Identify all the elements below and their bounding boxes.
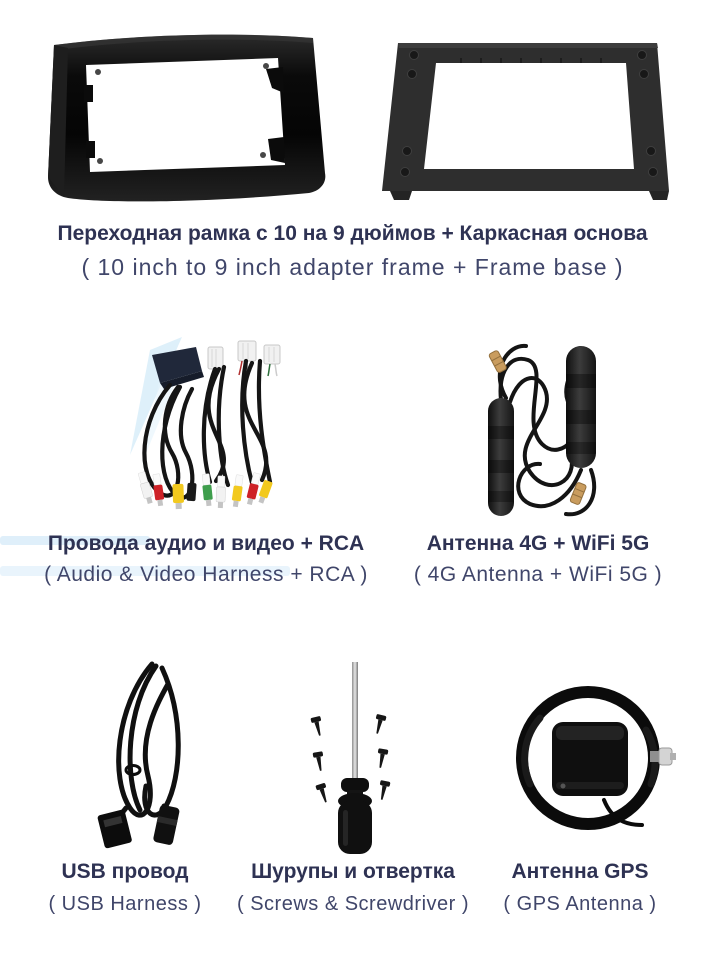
gps-title-en: ( GPS Antenna ) (503, 893, 657, 915)
antenna-4g-title-en: ( 4G Antenna + WiFi 5G ) (413, 563, 663, 586)
gps-title-ru: Антенна GPS (511, 860, 649, 883)
rca-plug-yellow-2 (231, 475, 244, 508)
adapter-frame-body (48, 35, 325, 202)
rca-plug-yellow-large (172, 484, 184, 509)
screws-screwdriver-image (288, 660, 423, 856)
usb-title-en: ( USB Harness ) (48, 893, 202, 915)
screws-title-ru: Шурупы и отвертка (251, 860, 455, 883)
usb-cable-loops (114, 664, 178, 823)
usb-female-connector (97, 809, 132, 849)
adapter-frame-image (30, 25, 335, 210)
screws-title-en: ( Screws & Screwdriver ) (236, 893, 470, 915)
usb-plug-connector (153, 804, 180, 845)
harness-title-en: ( Audio & Video Harness + RCA ) (44, 563, 368, 586)
frames-title-en: ( 10 inch to 9 inch adapter frame + Frame base ) (81, 254, 624, 280)
screwdriver (338, 662, 372, 854)
rca-plug-row (137, 471, 273, 509)
usb-title-ru: USB провод (61, 860, 189, 883)
plug-black (186, 483, 196, 502)
rca-plug-white (137, 471, 154, 504)
antenna-cylinder-left (488, 398, 514, 516)
frame-base-body (382, 43, 669, 200)
usb-harness-image (66, 658, 231, 854)
gps-puck (552, 722, 628, 796)
harness-title-ru: Провода аудио и видео + RCA (47, 532, 365, 555)
rca-harness-image (112, 335, 312, 520)
rca-plug-yellow-3 (257, 480, 273, 505)
antenna-4g-title-ru: Антенна 4G + WiFi 5G (426, 532, 650, 555)
antenna-4g-wifi-image (450, 330, 650, 525)
frames-title-ru: Переходная рамка с 10 на 9 дюймов + Каркасная основа (57, 222, 648, 245)
rca-plug-green (201, 474, 213, 507)
antenna-cylinder-right (566, 346, 596, 468)
frame-base-image (370, 35, 685, 205)
gps-antenna-image (500, 672, 680, 847)
